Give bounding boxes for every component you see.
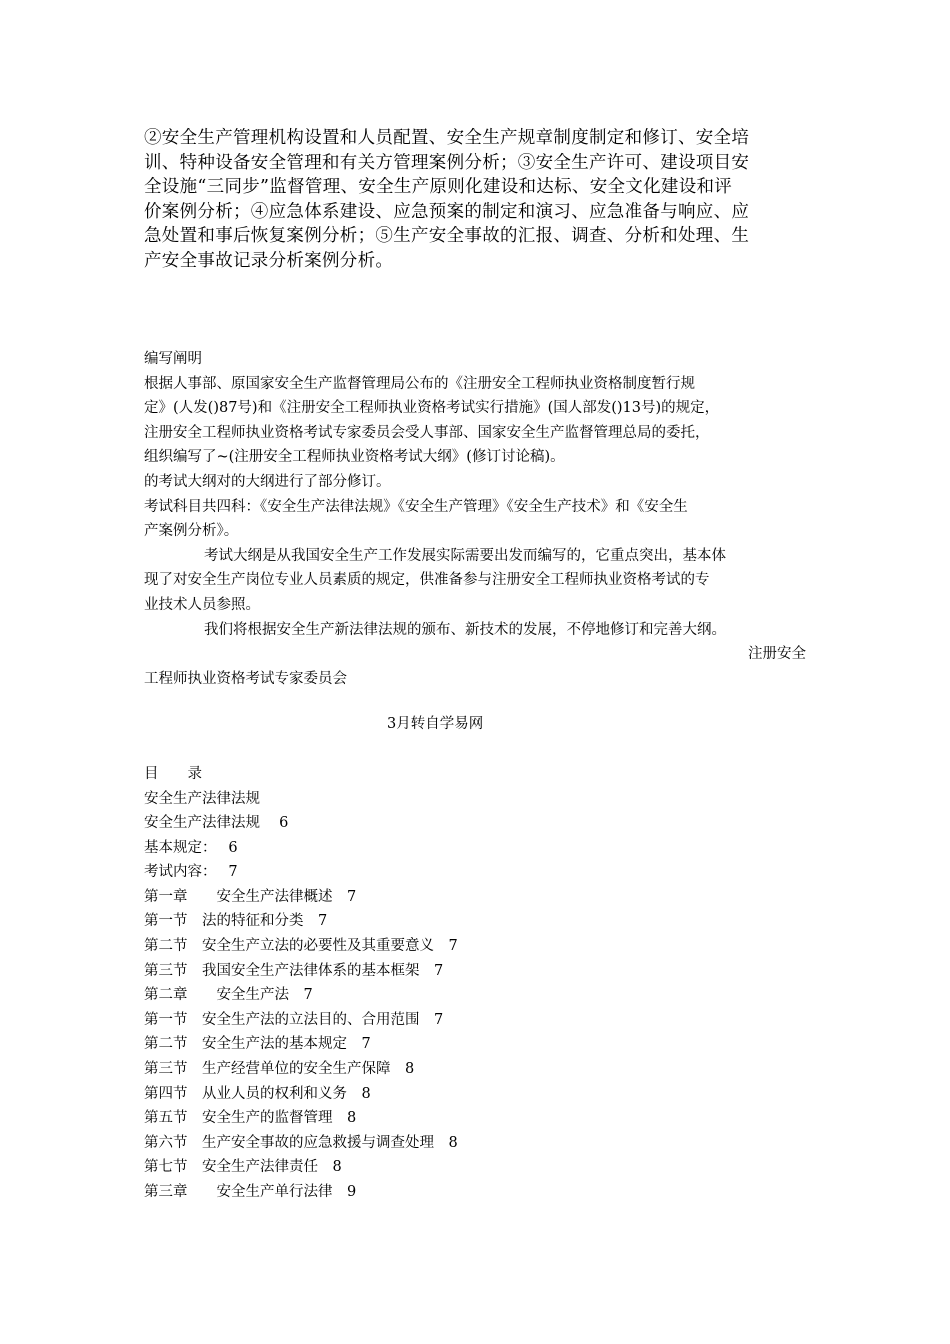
center-note: 3月转自学易网	[387, 716, 484, 733]
intro-line: 训、特种设备安全管理和有关方管理案例分析；③安全生产许可、建设项目安	[144, 152, 750, 173]
toc-item: 第一节 法的特征和分类 7	[144, 913, 328, 930]
signature-left: 工程师执业资格考试专家委员会	[144, 670, 347, 687]
preface-section	[144, 347, 824, 1205]
body-line: 考试科目共四科：《安全生产法律法规》《安全生产管理》《安全生产技术》和《安全生	[144, 498, 688, 515]
intro-line: 急处置和事后恢复案例分析；⑤生产安全事故的汇报、调查、分析和处理、生	[144, 226, 750, 246]
paragraph-line: 我们将根据安全生产新法律法规的颁布、新技术的发展，不停地修订和完善大纲。	[204, 621, 726, 638]
paragraph-line: 考试大纲是从我国安全生产工作发展实际需要出发而编写的，它重点突出，基本体	[204, 547, 726, 564]
body-line: 根据人事部、原国家安全生产监督管理局公布的《注册安全工程师执业资格制度暂行规	[144, 375, 695, 392]
intro-line: ②安全生产管理机构设置和人员配置、安全生产规章制度制定和修订、安全培	[144, 128, 750, 148]
toc-item: 安全生产法律法规	[144, 790, 260, 807]
toc-item: 第三节 生产经营单位的安全生产保障 8	[144, 1061, 415, 1078]
body-line: 产案例分析》。	[144, 523, 239, 540]
toc-item: 考试内容： 7	[144, 864, 238, 881]
signature-right: 注册安全	[748, 646, 806, 663]
toc-item: 第六节 生产安全事故的应急救援与调查处理 8	[144, 1134, 458, 1151]
paragraph-line: 现了对安全生产岗位专业人员素质的规定，供准备参与注册安全工程师执业资格考试的专	[144, 572, 710, 589]
body-line: 定》(人发()87号)和《注册安全工程师执业资格考试实行措施》(国人部发()13号)的规定，	[144, 400, 720, 417]
toc-item: 第四节 从业人员的权利和义务 8	[144, 1085, 371, 1102]
toc-item: 第五节 安全生产的监督管理 8	[144, 1110, 357, 1127]
body-line: 组织编写了~(注册安全工程师执业资格考试大纲》(修订讨论稿)。	[144, 449, 565, 466]
toc-item: 第三章 安全生产单行法律 9	[144, 1184, 357, 1200]
toc-title: 目 录	[144, 765, 202, 782]
intro-line: 产安全事故记录分析案例分析。	[144, 250, 394, 271]
intro-line: 价案例分析；④应急体系建设、应急预案的制定和演习、应急准备与响应、应	[144, 201, 750, 222]
intro-line: 全设施“三同步”监督管理、安全生产原则化建设和达标、安全文化建设和评	[144, 177, 733, 197]
toc-item: 第一节 安全生产法的立法目的、合用范围 7	[144, 1011, 444, 1028]
toc-item: 第二章 安全生产法 7	[144, 987, 313, 1004]
toc-item: 第一章 安全生产法律概述 7	[144, 888, 357, 905]
toc-item: 基本规定： 6	[144, 839, 238, 856]
paragraph-line: 业技术人员参照。	[144, 596, 260, 613]
toc-item: 第二节 安全生产立法的必要性及其重要意义 7	[144, 938, 458, 955]
toc-item: 第三节 我国安全生产法律体系的基本框架 7	[144, 962, 444, 979]
table-of-contents	[144, 762, 824, 1205]
toc-item: 第七节 安全生产法律责任 8	[144, 1159, 342, 1176]
intro-paragraph	[144, 126, 814, 273]
toc-item: 第二节 安全生产法的基本规定 7	[144, 1036, 371, 1053]
section-title: 编写阐明	[144, 351, 202, 367]
body-line: 的考试大纲对的大纲进行了部分修订。	[144, 473, 391, 490]
toc-item: 安全生产法律法规 6	[144, 815, 289, 832]
body-line: 注册安全工程师执业资格考试专家委员会受人事部、国家安全生产监督管理总局的委托，	[144, 424, 710, 441]
